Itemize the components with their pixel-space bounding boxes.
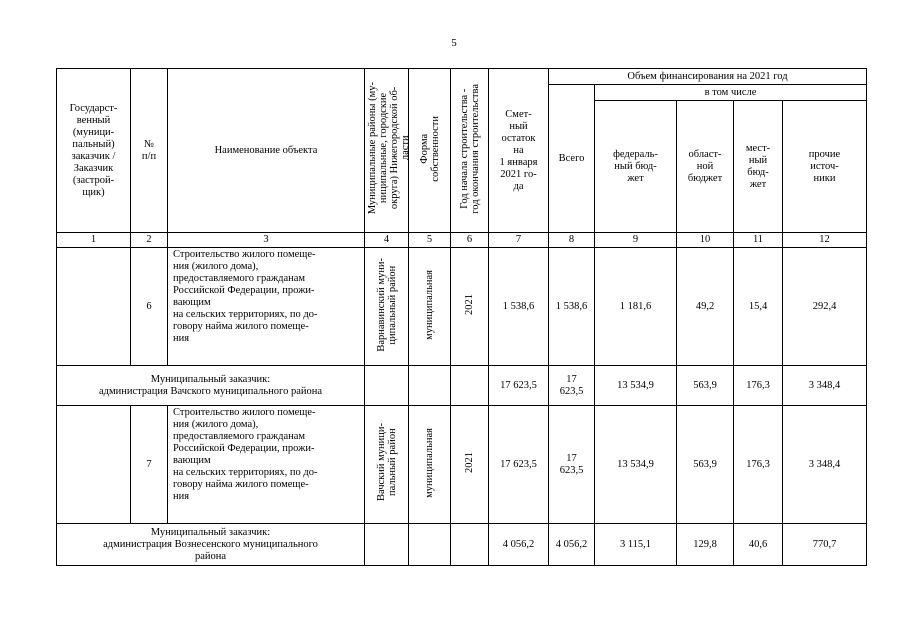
row-federal: 3 115,1 (595, 524, 677, 566)
row-years-text: 2021 (464, 452, 475, 473)
row-years-text: 2021 (464, 294, 475, 315)
row-district (365, 248, 409, 366)
row-ownership (409, 524, 451, 566)
row-regional: 563,9 (677, 406, 734, 524)
row-federal: 1 181,6 (595, 248, 677, 366)
row-years (451, 366, 489, 406)
header-total: Всего (549, 85, 595, 233)
table-row (57, 524, 867, 566)
row-other: 770,7 (783, 524, 867, 566)
header-regional: област- ной бюджет (677, 101, 734, 233)
col-number: 6 (451, 233, 489, 248)
header-years (451, 69, 489, 233)
row-total: 17 623,5 (549, 366, 595, 406)
financing-table (56, 68, 867, 566)
row-balance: 17 623,5 (489, 366, 549, 406)
row-district (365, 524, 409, 566)
table-row (57, 248, 867, 366)
row-federal: 13 534,9 (595, 366, 677, 406)
row-ownership-text: муниципальная (424, 427, 435, 498)
col-number: 1 (57, 233, 131, 248)
col-number: 2 (131, 233, 168, 248)
row-district (365, 406, 409, 524)
header-including: в том числе (595, 85, 867, 101)
row-ownership-text: муниципальная (424, 269, 435, 340)
row-ownership (409, 406, 451, 524)
row-total: 17 623,5 (549, 406, 595, 524)
row-federal: 13 534,9 (595, 406, 677, 524)
header-other: прочие источ- ники (783, 101, 867, 233)
page-number: 5 (451, 37, 457, 49)
row-object-name: Строительство жилого помеще- ния (жилого дома), предоставляемого гражданам Российской Федерации, прожи- вающим на сельских территориях, по до- говору найма жилого помеще- ния (168, 248, 365, 366)
header-years-text: Год начала строительства - год окончания строительства (458, 83, 481, 214)
col-number: 4 (365, 233, 409, 248)
row-regional: 129,8 (677, 524, 734, 566)
col-number: 9 (595, 233, 677, 248)
table-row (57, 366, 867, 406)
row-num: 6 (131, 248, 168, 366)
row-balance: 17 623,5 (489, 406, 549, 524)
row-local: 176,3 (734, 366, 783, 406)
row-regional: 49,2 (677, 248, 734, 366)
col-number: 8 (549, 233, 595, 248)
row-district (365, 366, 409, 406)
header-districts (365, 69, 409, 233)
row-local: 176,3 (734, 406, 783, 524)
col-number: 7 (489, 233, 549, 248)
row-total: 1 538,6 (549, 248, 595, 366)
row-other: 3 348,4 (783, 406, 867, 524)
header-funding: Объем финансирования на 2021 год (549, 69, 867, 85)
row-district-text: Варнавинский муни- ципальный район (375, 257, 398, 352)
header-districts-text: Муниципальные районы (му- ниципальные, городские округа) Нижегородской об- ласти (367, 82, 411, 215)
row-customer (57, 406, 131, 524)
row-other: 3 348,4 (783, 366, 867, 406)
row-object-name: Строительство жилого помеще- ния (жилого дома), предоставляемого гражданам Российской Федерации, прожи- вающим на сельских территориях, по до- говору найма жилого помеще- ния (168, 406, 365, 524)
header-federal: федераль- ный бюд- жет (595, 101, 677, 233)
row-other: 292,4 (783, 248, 867, 366)
row-balance: 4 056,2 (489, 524, 549, 566)
col-number: 11 (734, 233, 783, 248)
column-numbers-row (57, 233, 867, 248)
row-customer (57, 248, 131, 366)
col-number: 5 (409, 233, 451, 248)
header-ownership-text: Форма собственности (418, 115, 441, 182)
row-local: 40,6 (734, 524, 783, 566)
row-ownership (409, 366, 451, 406)
header-num: № п/п (131, 69, 168, 233)
header-ownership (409, 69, 451, 233)
table-row (57, 406, 867, 524)
header-object-name: Наименование объекта (168, 69, 365, 233)
row-num: 7 (131, 406, 168, 524)
row-regional: 563,9 (677, 366, 734, 406)
row-years (451, 248, 489, 366)
row-years (451, 524, 489, 566)
row-ownership (409, 248, 451, 366)
row-balance: 1 538,6 (489, 248, 549, 366)
row-customer-summary: Муниципальный заказчик: администрация Вознесенского муниципального района (57, 524, 365, 566)
col-number: 3 (168, 233, 365, 248)
row-customer-summary: Муниципальный заказчик: администрация Вачского муниципального района (57, 366, 365, 406)
header-balance: Смет- ный остаток на 1 января 2021 го- да (489, 69, 549, 233)
col-number: 12 (783, 233, 867, 248)
row-district-text: Вачский муници- пальный район (375, 423, 398, 502)
row-total: 4 056,2 (549, 524, 595, 566)
col-number: 10 (677, 233, 734, 248)
row-years (451, 406, 489, 524)
row-local: 15,4 (734, 248, 783, 366)
header-local: мест- ный бюд- жет (734, 101, 783, 233)
header-customer: Государст- венный (муници- пальный) заказчик / Заказчик (застрой- щик) (57, 69, 131, 233)
